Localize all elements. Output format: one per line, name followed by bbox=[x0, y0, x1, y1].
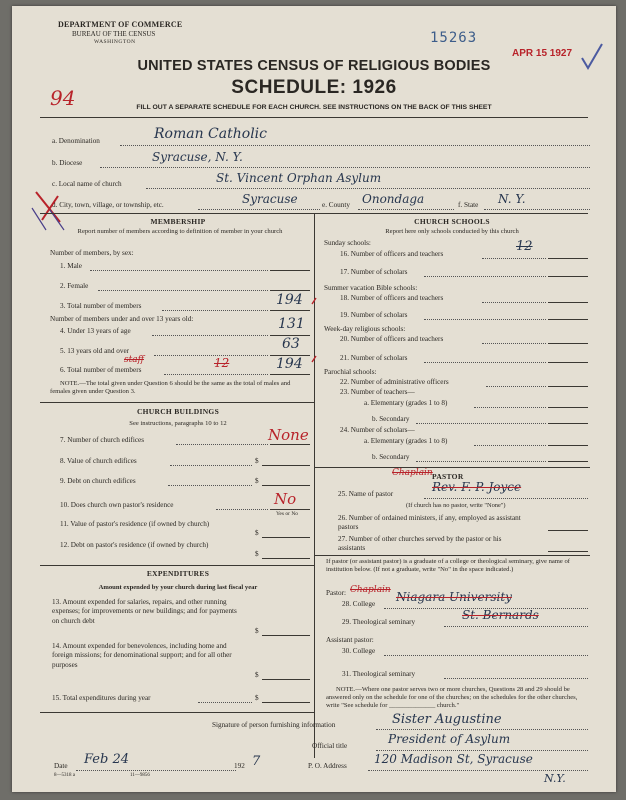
graduate-note: If pastor (or assistant pastor) is a graduate of a college or theological seminary, give name of institution below. (If not a graduate, write "No" in the space indicated.) bbox=[326, 558, 571, 573]
schools-title: CHURCH SCHOOLS bbox=[414, 217, 490, 226]
q17-label: 17. Number of scholars bbox=[340, 268, 408, 276]
buildings-title: CHURCH BUILDINGS bbox=[136, 407, 220, 416]
q1-label: 1. Male bbox=[60, 262, 82, 270]
address-value[interactable]: 120 Madison St, Syracuse bbox=[374, 752, 533, 766]
q22-label: 22. Number of administrative officers bbox=[340, 378, 449, 386]
state-label: f. State bbox=[458, 201, 479, 209]
local-name-value[interactable]: St. Vincent Orphan Asylum bbox=[216, 171, 382, 185]
q29-value[interactable]: St. Bernards bbox=[462, 608, 539, 622]
q16-label: 16. Number of officers and teachers bbox=[340, 250, 444, 258]
date-label: Date bbox=[54, 762, 68, 770]
q28-value[interactable]: Niagara University bbox=[396, 590, 512, 604]
q19-label: 19. Number of scholars bbox=[340, 311, 408, 319]
q9-label: 9. Debt on church edifices bbox=[60, 477, 136, 485]
signature-value[interactable]: Sister Augustine bbox=[392, 712, 502, 727]
year-value[interactable]: 7 bbox=[252, 754, 261, 769]
instruction-line: FILL OUT A SEPARATE SCHEDULE FOR EACH CHURCH. SEE INSTRUCTIONS ON THE BACK OF THIS SHEET bbox=[136, 104, 492, 111]
q29-label: 29. Theological seminary bbox=[342, 618, 416, 626]
under-over-label: Number of members under and over 13 years old: bbox=[50, 315, 194, 323]
handwritten-number: 94 bbox=[50, 86, 76, 110]
q5-value[interactable]: 63 bbox=[282, 336, 300, 352]
pastor-prefix: Chaplain bbox=[350, 585, 391, 595]
received-date-stamp: APR 15 1927 bbox=[512, 48, 573, 59]
q4-label: 4. Under 13 years of age bbox=[60, 327, 131, 335]
q12-label: 12. Debt on pastor's residence (if owned by church) bbox=[60, 541, 209, 549]
q25-hint: (If church has no pastor, write "None") bbox=[406, 502, 506, 509]
buildings-intro: See instructions, paragraphs 10 to 12 bbox=[129, 420, 227, 427]
q23-label: 23. Number of teachers— bbox=[340, 388, 415, 396]
q14-label: 14. Amount expended for benevolences, including home and foreign missions; for denominational support; and for all other purposes bbox=[52, 642, 232, 669]
q25-label: 25. Name of pastor bbox=[338, 490, 394, 498]
pastor-title-prefix: Chaplain bbox=[392, 468, 433, 478]
q24a-label: a. Elementary (grades 1 to 8) bbox=[364, 437, 448, 445]
denomination-value[interactable]: Roman Catholic bbox=[154, 126, 267, 142]
census-schedule-sheet: DEPARTMENT OF COMMERCE BUREAU OF THE CENSUS WASHINGTON 15263 APR 15 1927 UNITED STATES CENSUS OF RELIGIOUS BODIES SCHEDULE: 1926 94 FILL OUT A SEPARATE SCHEDULE FOR EACH CHURCH. SEE INSTRUCTIONS ON THE BACK OF THIS SHEET a. Denomination Roman Catholic b. Diocese Syracuse, N. Y. c. Local name of church St. Vincent Orphan Asylum d. City, town, village, or township, etc. Syracuse e. County Onondaga f. State N. Y. MEMBERSHIP Report number of members according to definition of member in your church Number of members, by sex: 1. Male 2. Female 3. Total number of members 194 Number of members under and over 13 years old: 4. Under 13 years of age 131 5. 13 years old and over 63 6. Total number of members staff 12 194 NOTE.—The total given under Question 6 should be the same as the total of males and females given under Question 3. CHURCH BUILDINGS See instructions, paragraphs 10 to 12 7. Number of church edifices None 8. Value of church edifices $ 9. Debt on church edifices $ 10. Does church own pastor's residence No Yes or No 11. Value of pastor's residence (if owned by church) $ 12. Debt on pastor's residence (if owned by church) $ EXPENDITURES Amount expended by your church during last fiscal year 13. Amount expended for salaries, repairs, and other running expenses; for improvements or new buildings; and for payments on church debt $ 14. Amount expended for benevolences, including home and foreign missions; for denominational support; and for all other purposes $ 15. Total expenditures during year $ CHURCH SCHOOLS Report here only schools conducted by this church Sunday schools: 16. Number of officers and teachers 12 17. Number of scholars Summer vacation Bible schools: 18. Number of officers and teachers 19. Number of scholars Week-day religious schools: 20. Number of officers and teachers 21. Number of scholars Parochial schools: 22. Number of administrative officers 23. Number of teachers— a. Elementary (grades 1 to 8) b. Secondary 24. Number of scholars— a. Elementary (grades 1 to 8) b. Secondary Chaplain PASTOR 25. Name of pastor Rev. F. P. Joyce (If church has no pastor, write "None") 26. Number of ordained ministers, if any, employed as assistant pastors 27. Number of other churches served by the pastor or his assistants If pastor (or assistant pastor) is a graduate of a college or theological seminary, give name of institution below. (If not a graduate, write "No" in the space indicated.) Pastor: Chaplain 28. College Niagara University 29. Theological seminary St. Bernards Assistant pastor: 30. College 31. Theological seminary NOTE.—Where one pastor serves two or more churches, Questions 28 and 29 should be answered only on the schedule for one of the churches; on the schedules for the other churches, write "See schedule for ______________ church." Signature of person furnishing information Sister Augustine Official title President of Asylum Date Feb 24 192 7 8—5318 a 11—9856 P. O. Address 120 Madison St, Syracuse N.Y. bbox=[12, 6, 616, 792]
q27-label: 27. Number of other churches served by the pastor or his assistants bbox=[338, 535, 502, 552]
q24b-label: b. Secondary bbox=[372, 453, 410, 461]
q11-label: 11. Value of pastor's residence (if owned by church) bbox=[60, 520, 210, 528]
header-divider bbox=[40, 117, 588, 118]
column-divider bbox=[314, 213, 315, 758]
q16-value[interactable]: 12 bbox=[516, 239, 533, 254]
q5-label: 5. 13 years old and over bbox=[60, 347, 130, 355]
q10-value[interactable]: No bbox=[274, 490, 297, 508]
assistant-pastor-label: Assistant pastor: bbox=[326, 636, 374, 644]
form-code-2: 11—9856 bbox=[130, 773, 150, 778]
q6-struck-value: 12 bbox=[214, 356, 230, 370]
q4-value[interactable]: 131 bbox=[278, 316, 305, 332]
form-title: UNITED STATES CENSUS OF RELIGIOUS BODIES bbox=[137, 58, 491, 74]
expenditures-title: EXPENDITURES bbox=[146, 569, 210, 578]
official-title-value[interactable]: President of Asylum bbox=[388, 732, 511, 746]
q21-label: 21. Number of scholars bbox=[340, 354, 408, 362]
city-label: d. City, town, village, or township, etc. bbox=[52, 201, 164, 209]
q3-label: 3. Total number of members bbox=[60, 302, 142, 310]
denomination-label: a. Denomination bbox=[52, 137, 100, 145]
city-value[interactable]: Syracuse bbox=[242, 192, 298, 206]
signature-label: Signature of person furnishing information bbox=[212, 721, 336, 729]
q10-hint: Yes or No bbox=[276, 511, 299, 517]
pastor-title: PASTOR bbox=[432, 472, 464, 481]
red-tick-marks-icon bbox=[310, 296, 320, 366]
serial-number-stamp: 15263 bbox=[430, 30, 478, 46]
q6-struck-word: staff bbox=[124, 355, 144, 365]
form-code: 8—5318 a bbox=[54, 773, 75, 778]
date-value[interactable]: Feb 24 bbox=[84, 752, 129, 767]
weekday-schools-label: Week-day religious schools: bbox=[324, 325, 406, 333]
membership-intro: Report number of members according to definition of member in your church bbox=[77, 228, 283, 235]
q23a-label: a. Elementary (grades 1 to 8) bbox=[364, 399, 448, 407]
q25-value[interactable]: Rev. F. P. Joyce bbox=[432, 480, 522, 494]
q2-label: 2. Female bbox=[60, 282, 89, 290]
handwritten-cross-mark-icon bbox=[30, 186, 70, 234]
q15-label: 15. Total expenditures during year bbox=[52, 694, 151, 702]
bureau-name: BUREAU OF THE CENSUS bbox=[72, 30, 156, 38]
diocese-value[interactable]: Syracuse, N. Y. bbox=[152, 150, 243, 164]
diocese-label: b. Diocese bbox=[52, 159, 83, 167]
address-value-line2[interactable]: N.Y. bbox=[544, 772, 566, 785]
year-printed: 192 bbox=[234, 762, 245, 770]
pastor-label: Pastor: bbox=[326, 589, 346, 597]
sunday-schools-label: Sunday schools: bbox=[324, 239, 371, 247]
schedule-title: SCHEDULE: 1926 bbox=[231, 77, 397, 98]
state-value[interactable]: N. Y. bbox=[498, 192, 526, 206]
q28-label: 28. College bbox=[342, 600, 376, 608]
q13-label: 13. Amount expended for salaries, repairs, and other running expenses; for improvements or new buildings; and for payments on church debt bbox=[52, 598, 237, 625]
bureau-city: WASHINGTON bbox=[94, 39, 136, 45]
membership-title: MEMBERSHIP bbox=[150, 217, 206, 226]
pastor-note: NOTE.—Where one pastor serves two or more churches, Questions 28 and 29 should be answered only on the schedule for one of the churches; on the schedules for the other churches, write "See schedule for ______________ church." bbox=[326, 686, 578, 709]
q7-label: 7. Number of church edifices bbox=[60, 436, 145, 444]
q6-value[interactable]: 194 bbox=[276, 356, 303, 372]
summer-schools-label: Summer vacation Bible schools: bbox=[324, 284, 418, 292]
q6-label: 6. Total number of members bbox=[60, 366, 142, 374]
q20-label: 20. Number of officers and teachers bbox=[340, 335, 444, 343]
official-title-label: Official title bbox=[312, 742, 348, 750]
local-name-label: c. Local name of church bbox=[52, 180, 122, 188]
expenditures-intro: Amount expended by your church during last fiscal year bbox=[98, 584, 258, 591]
q26-label: 26. Number of ordained ministers, if any, employed as assistant pastors bbox=[338, 514, 521, 531]
county-value[interactable]: Onondaga bbox=[362, 192, 425, 206]
q7-value[interactable]: None bbox=[268, 426, 309, 444]
members-by-sex-label: Number of members, by sex: bbox=[50, 249, 134, 257]
address-label: P. O. Address bbox=[308, 762, 347, 770]
q8-label: 8. Value of church edifices bbox=[60, 457, 137, 465]
parochial-schools-label: Parochial schools: bbox=[324, 368, 377, 376]
schools-intro: Report here only schools conducted by this church bbox=[385, 228, 519, 235]
q24-label: 24. Number of scholars— bbox=[340, 426, 415, 434]
q23b-label: b. Secondary bbox=[372, 415, 410, 423]
q18-label: 18. Number of officers and teachers bbox=[340, 294, 444, 302]
q31-label: 31. Theological seminary bbox=[342, 670, 416, 678]
q30-label: 30. College bbox=[342, 647, 376, 655]
q10-label: 10. Does church own pastor's residence bbox=[60, 501, 174, 509]
county-label: e. County bbox=[322, 201, 350, 209]
department-name: DEPARTMENT OF COMMERCE bbox=[58, 20, 183, 29]
q3-value[interactable]: 194 bbox=[276, 292, 303, 308]
membership-note: NOTE.—The total given under Question 6 should be the same as the total of males and females given under Question 3. bbox=[50, 380, 291, 395]
